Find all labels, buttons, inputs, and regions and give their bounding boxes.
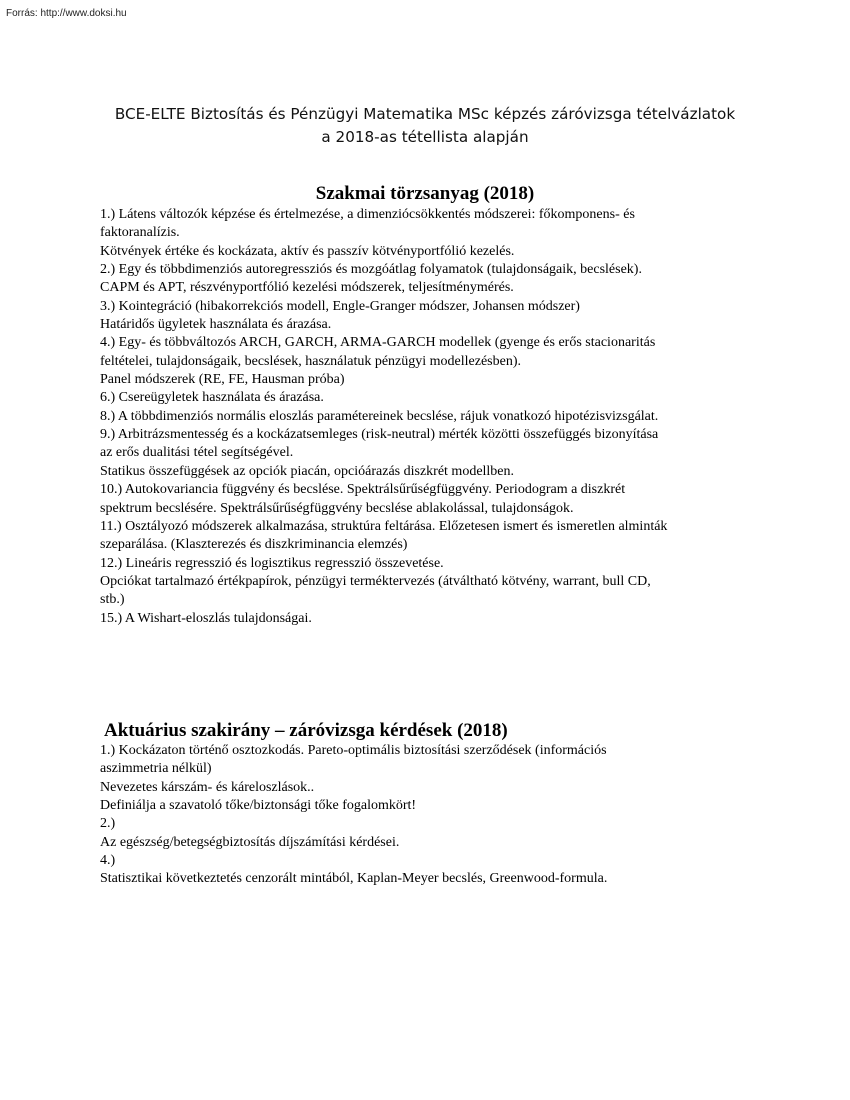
text-line: 11.) Osztályozó módszerek alkalmazása, struktúra feltárása. Előzetesen ismert és ismeretlen alminták xyxy=(100,518,668,534)
text-line: faktoranalízis. xyxy=(100,225,180,241)
core-topics-list xyxy=(100,206,800,628)
text-line: Az egészség/betegségbiztosítás díjszámítási kérdései. xyxy=(100,834,400,850)
text-line: feltételei, tulajdonságaik, becslések, használatuk pénzügyi modellezésben). xyxy=(100,353,522,369)
actuarial-questions-list xyxy=(100,742,800,889)
section-heading-actuarial: Aktuárius szakirány – záróvizsga kérdések (2018) xyxy=(104,720,508,741)
source-note: Forrás: http://www.doksi.hu xyxy=(6,8,127,19)
text-line: spektrum becslésére. Spektrálsűrűségfüggvény becslése ablakolással, tulajdonságok. xyxy=(100,500,574,516)
text-line: 8.) A többdimenziós normális eloszlás paramétereinek becslése, rájuk vonatkozó hipotézisvizsgálat. xyxy=(100,408,659,424)
title-line-2: a 2018-as tétellista alapján xyxy=(321,128,529,146)
title-line-1: BCE-ELTE Biztosítás és Pénzügyi Matematika MSc képzés záróvizsga tételvázlatok xyxy=(114,105,736,123)
text-line: Statisztikai következtetés cenzorált mintából, Kaplan-Meyer becslés, Greenwood-formula. xyxy=(100,871,608,887)
text-line: az erős dualitási tétel segítségével. xyxy=(100,445,294,461)
section-heading-core: Szakmai törzsanyag (2018) xyxy=(315,183,535,204)
text-line: aszimmetria nélkül) xyxy=(100,761,212,777)
text-line: 2.) xyxy=(100,816,116,832)
text-line: CAPM és APT, részvényportfólió kezelési módszerek, teljesítménymérés. xyxy=(100,280,514,296)
text-line: 3.) Kointegráció (hibakorrekciós modell, Engle-Granger módszer, Johansen módszer) xyxy=(100,298,580,314)
text-line: 4.) xyxy=(100,853,116,869)
document-title xyxy=(0,103,850,149)
text-line: Kötvények értéke és kockázata, aktív és passzív kötvényportfólió kezelés. xyxy=(100,243,515,259)
text-line: 15.) A Wishart-eloszlás tulajdonságai. xyxy=(100,610,312,626)
text-line: Statikus összefüggések az opciók piacán, opcióárazás diszkrét modellben. xyxy=(100,463,515,479)
text-line: Határidős ügyletek használata és árazása. xyxy=(100,317,332,333)
text-line: Nevezetes kárszám- és káreloszlások.. xyxy=(100,779,315,795)
text-line: stb.) xyxy=(100,592,125,608)
text-line: 1.) Látens változók képzése és értelmezése, a dimenziócsökkentés módszerei: főkomponens- és xyxy=(100,207,635,222)
text-line: Panel módszerek (RE, FE, Hausman próba) xyxy=(100,372,345,388)
text-line: szeparálása. (Klaszterezés és diszkriminancia elemzés) xyxy=(100,537,408,553)
text-line: Definiálja a szavatoló tőke/biztonsági tőke fogalomkört! xyxy=(100,798,417,814)
text-line: 12.) Lineáris regresszió és logisztikus regresszió összevetése. xyxy=(100,555,444,571)
text-line: 9.) Arbitrázsmentesség és a kockázatsemleges (risk-neutral) mérték közötti összefüggés bizonyítása xyxy=(100,427,659,443)
text-line: 1.) Kockázaton történő osztozkodás. Pareto-optimális biztosítási szerződések (információs xyxy=(100,743,607,758)
text-line: 10.) Autokovariancia függvény és becslése. Spektrálsűrűségfüggvény. Periodogram a diszkrét xyxy=(100,482,626,498)
text-line: 2.) Egy és többdimenziós autoregressziós és mozgóátlag folyamatok (tulajdonságaik, becslések). xyxy=(100,262,642,278)
text-line: 4.) Egy- és többváltozós ARCH, GARCH, ARMA-GARCH modellek (gyenge és erős stacionaritás xyxy=(100,335,656,351)
text-line: 6.) Csereügyletek használata és árazása. xyxy=(100,390,324,406)
text-line: Opciókat tartalmazó értékpapírok, pénzügyi terméktervezés (átváltható kötvény, warrant, bull CD, xyxy=(100,573,651,589)
